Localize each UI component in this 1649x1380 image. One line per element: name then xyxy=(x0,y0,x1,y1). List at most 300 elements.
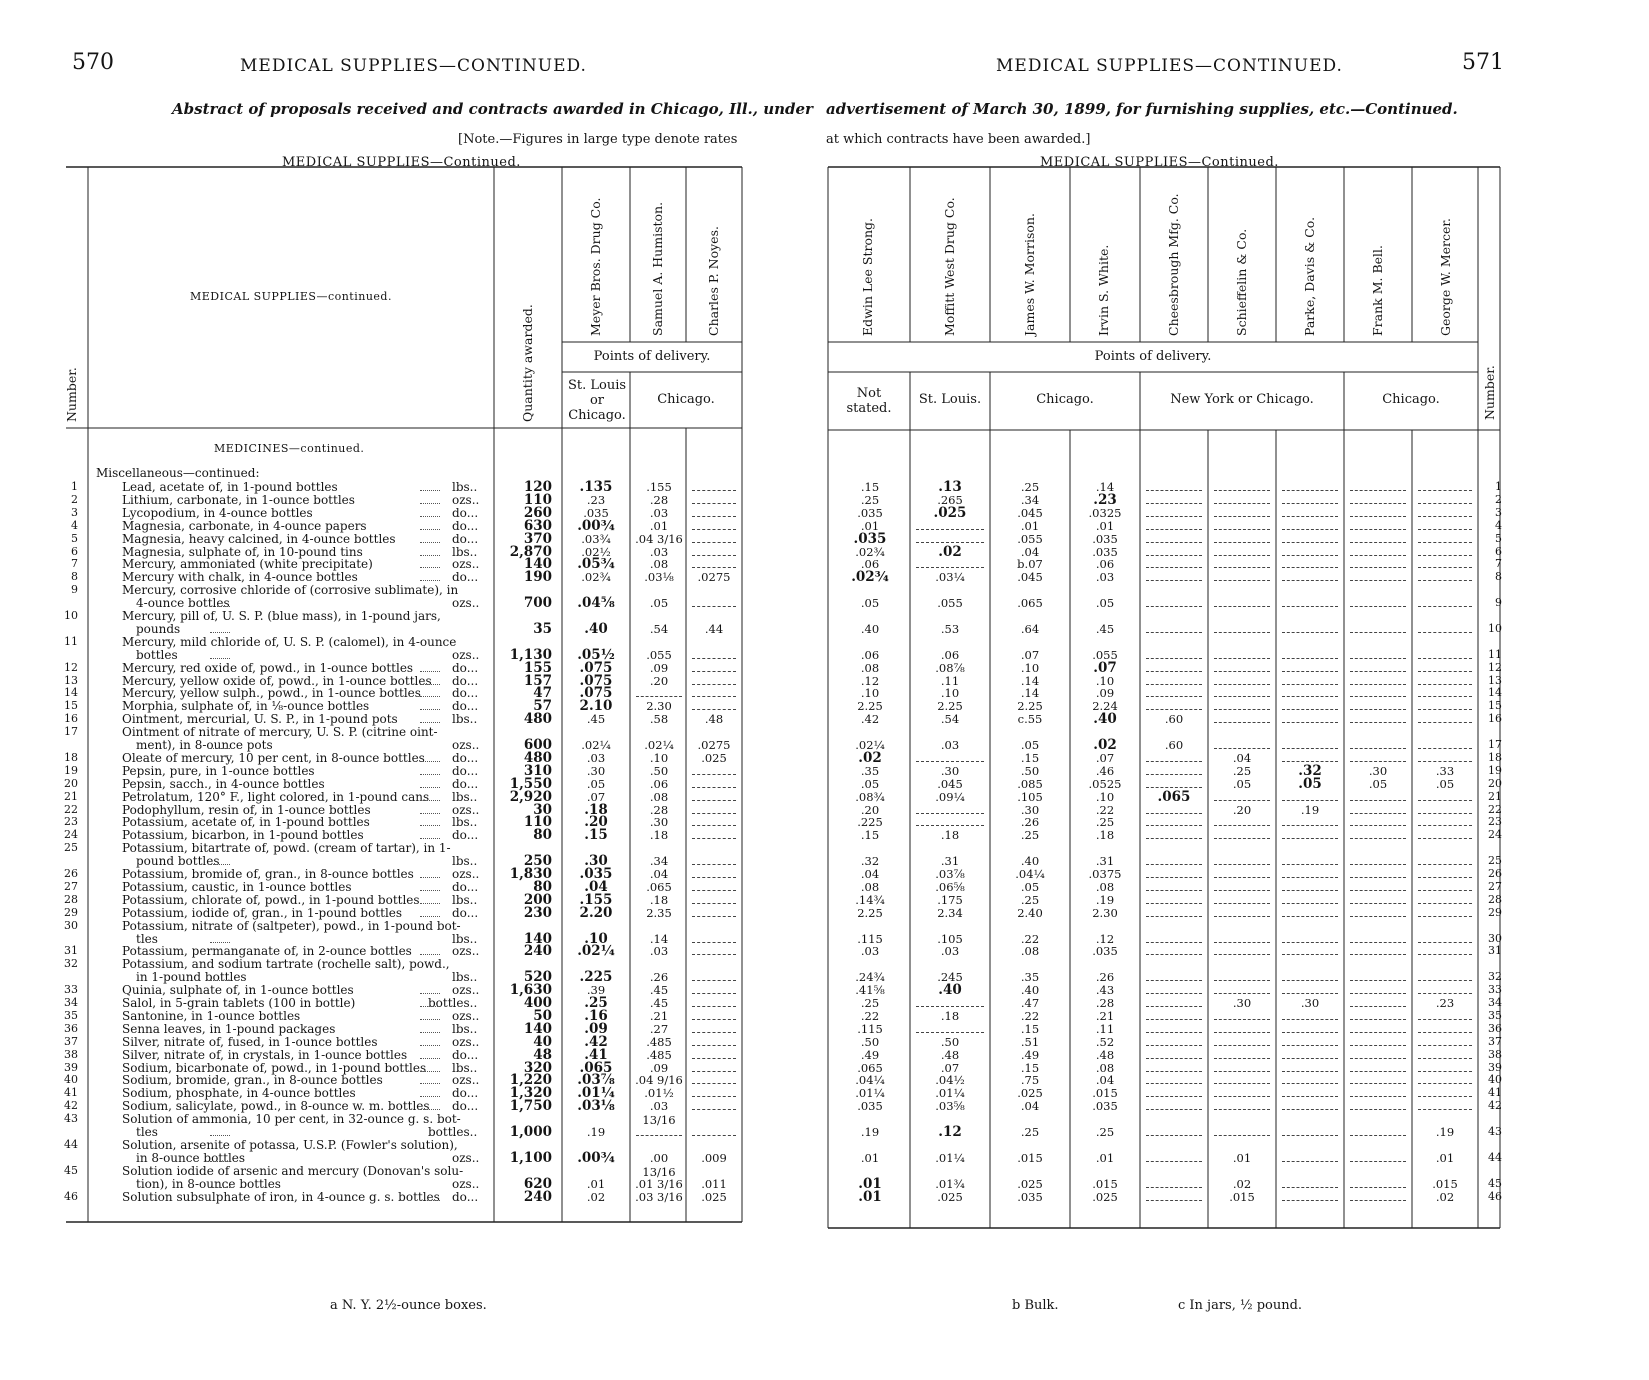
row-unit: lbs.. xyxy=(452,1060,478,1075)
cell-noyes-blank xyxy=(692,993,736,994)
cell-mercer: .02 xyxy=(1435,1189,1455,1204)
cell-strong: .15 xyxy=(860,828,880,843)
row-number: 42 xyxy=(64,1099,78,1113)
cell-humiston: .28 xyxy=(649,802,669,817)
cell-moffitt-blank xyxy=(916,761,984,762)
cell-parke-blank xyxy=(1282,1019,1338,1020)
row-number: 36 xyxy=(64,1021,78,1035)
cell-humiston: .08 xyxy=(649,557,669,572)
cell-cheesbrough-blank xyxy=(1146,1019,1202,1020)
cell-parke-blank xyxy=(1282,864,1338,865)
row-description-cont: tion), in 8-ounce bottles xyxy=(136,1176,281,1191)
cell-schieffelin-blank xyxy=(1214,542,1270,543)
cell-mercer-blank xyxy=(1418,1071,1472,1072)
row-number: 39 xyxy=(64,1060,78,1074)
cell-mercer-blank xyxy=(1418,980,1472,981)
cell-meyer: .02¼ xyxy=(577,943,615,960)
row-number: 34 xyxy=(64,996,78,1009)
row-number-right: 14 xyxy=(1488,686,1502,700)
row-unit: lbs.. xyxy=(452,480,478,494)
cell-moffitt: .11 xyxy=(940,673,960,688)
cell-strong: .065 xyxy=(857,1060,883,1075)
cell-meyer: .03⅞ xyxy=(577,1072,615,1089)
left-footnote: a N. Y. 2½-ounce boxes. xyxy=(330,1298,487,1313)
row-unit: do... xyxy=(452,1086,479,1101)
cell-mercer-blank xyxy=(1418,709,1472,710)
row-number-right: 32 xyxy=(1488,970,1502,984)
cell-bell-blank xyxy=(1350,838,1406,839)
row-number-right: 9 xyxy=(1495,596,1502,610)
cell-morrison: .49 xyxy=(1020,1047,1040,1062)
cell-noyes-blank xyxy=(692,916,736,917)
row-number: 14 xyxy=(64,686,78,700)
cell-noyes-blank xyxy=(692,1135,736,1136)
cell-white: .09 xyxy=(1095,686,1115,701)
cell-parke: .30 xyxy=(1300,996,1320,1010)
cell-parke-blank xyxy=(1282,942,1338,943)
cell-cheesbrough-blank xyxy=(1146,980,1202,981)
cell-bell-blank xyxy=(1350,942,1406,943)
cell-schieffelin-blank xyxy=(1214,980,1270,981)
cell-noyes-blank xyxy=(692,542,736,543)
cell-schieffelin-blank xyxy=(1214,942,1270,943)
cell-parke-blank xyxy=(1282,709,1338,710)
cell-noyes-blank xyxy=(692,954,736,955)
cell-mercer-blank xyxy=(1418,800,1472,801)
cell-meyer: 2.10 xyxy=(579,698,613,715)
cell-strong: .08¾ xyxy=(855,789,885,804)
row-description: Oleate of mercury, 10 per cent, in 8-ounce bottles xyxy=(122,750,425,765)
cell-humiston: .26 xyxy=(649,970,669,985)
cell-white: .25 xyxy=(1095,1125,1115,1139)
row-quantity: 35 xyxy=(533,620,552,637)
cell-parke-blank xyxy=(1282,567,1338,568)
row-description: Lead, acetate of, in 1-pound bottles xyxy=(122,480,338,494)
cell-strong: .08 xyxy=(860,660,880,675)
cell-morrison: .085 xyxy=(1017,776,1043,791)
cell-white: .18 xyxy=(1095,828,1115,843)
left-abstract-title: Abstract of proposals received and contracts awarded in Chicago, Ill., under xyxy=(172,100,813,118)
cell-noyes: .025 xyxy=(701,750,727,765)
row-description-cont: pound bottles xyxy=(136,854,220,869)
cell-white: .03 xyxy=(1095,570,1115,585)
cell-schieffelin: .015 xyxy=(1229,1189,1255,1204)
cell-schieffelin: .02 xyxy=(1232,1176,1252,1191)
cell-parke: .32 xyxy=(1298,762,1322,779)
row-number: 17 xyxy=(64,725,78,739)
cell-morrison: .34 xyxy=(1020,492,1040,507)
cell-strong: .15 xyxy=(860,480,880,494)
cell-strong: .20 xyxy=(860,802,880,817)
cell-bell-blank xyxy=(1350,490,1406,491)
cell-parke-blank xyxy=(1282,954,1338,955)
cell-parke-blank xyxy=(1282,722,1338,723)
row-description: Magnesia, heavy calcined, in 4-ounce bottles xyxy=(122,531,396,546)
row-number-right: 27 xyxy=(1488,879,1502,893)
right-running-head: MEDICAL SUPPLIES—CONTINUED. xyxy=(996,56,1343,76)
cell-humiston: .10 xyxy=(649,750,669,765)
row-leader xyxy=(420,1071,440,1072)
cell-moffitt: .31 xyxy=(940,854,960,869)
row-number: 45 xyxy=(64,1163,78,1177)
cell-strong: .24¾ xyxy=(855,970,885,985)
cell-mercer-blank xyxy=(1418,1109,1472,1110)
row-description-cont: 4-ounce bottles xyxy=(136,596,230,611)
row-quantity: 47 xyxy=(533,685,552,702)
cell-strong: .035 xyxy=(857,1099,883,1114)
cell-mercer-blank xyxy=(1418,942,1472,943)
cell-mercer-blank xyxy=(1418,916,1472,917)
cell-parke-blank xyxy=(1282,1032,1338,1033)
cell-mercer: .19 xyxy=(1435,1125,1455,1139)
cell-moffitt-blank xyxy=(916,542,984,543)
cell-schieffelin-blank xyxy=(1214,658,1270,659)
row-quantity: 1,630 xyxy=(509,982,552,999)
bidder-header-morrison: James W. Morrison. xyxy=(1022,213,1037,336)
cell-bell-blank xyxy=(1350,813,1406,814)
cell-cheesbrough-blank xyxy=(1146,1032,1202,1033)
row-leader xyxy=(420,1045,440,1046)
cell-schieffelin-blank xyxy=(1214,555,1270,556)
cell-strong: .32 xyxy=(860,854,880,869)
row-leader xyxy=(210,942,230,943)
row-description: Solution, arsenite of potassa, U.S.P. (Fowler's solution), xyxy=(122,1137,458,1152)
right-page-number: 571 xyxy=(1462,50,1504,75)
row-number: 7 xyxy=(71,557,78,571)
cell-morrison: .25 xyxy=(1020,828,1040,843)
row-quantity: 230 xyxy=(523,904,552,921)
cell-morrison: .105 xyxy=(1017,789,1043,804)
cell-cheesbrough-blank xyxy=(1146,606,1202,607)
cell-moffitt: .105 xyxy=(937,931,963,946)
cell-mercer-blank xyxy=(1418,813,1472,814)
cell-white: .025 xyxy=(1092,1189,1118,1204)
cell-strong: .05 xyxy=(860,596,880,611)
row-unit: ozs.. xyxy=(452,596,480,611)
row-leader xyxy=(420,1032,440,1033)
cell-parke-blank xyxy=(1282,800,1338,801)
cell-bell-blank xyxy=(1350,1019,1406,1020)
bidder-header-mercer: George W. Mercer. xyxy=(1438,217,1453,336)
cell-noyes-blank xyxy=(692,567,736,568)
cell-meyer: .02¼ xyxy=(581,738,611,752)
cell-white: .11 xyxy=(1095,1021,1115,1036)
cell-mercer-blank xyxy=(1418,490,1472,491)
cell-cheesbrough-blank xyxy=(1146,555,1202,556)
row-description-cont: ment), in 8-ounce pots xyxy=(136,738,273,752)
cell-humiston: .155 xyxy=(646,480,672,494)
cell-moffitt: .01¾ xyxy=(935,1176,965,1191)
cell-humiston: .20 xyxy=(649,673,669,688)
cell-cheesbrough-blank xyxy=(1146,709,1202,710)
cell-moffitt-blank xyxy=(916,1006,984,1007)
cell-parke-blank xyxy=(1282,684,1338,685)
cell-parke-blank xyxy=(1282,748,1338,749)
cell-humiston: .055 xyxy=(646,647,672,662)
cell-white: .26 xyxy=(1095,970,1115,985)
cell-strong: .49 xyxy=(860,1047,880,1062)
cell-meyer: .03⅛ xyxy=(577,1098,615,1115)
delivery-stl-chicago: St. Louis or Chicago. xyxy=(567,378,627,423)
row-number-right: 5 xyxy=(1495,531,1502,545)
cell-meyer: .01 xyxy=(586,1176,606,1191)
right-points-of-delivery-header: Points of delivery. xyxy=(1094,349,1212,364)
cell-cheesbrough-blank xyxy=(1146,761,1202,762)
cell-mercer-blank xyxy=(1418,555,1472,556)
cell-mercer-blank xyxy=(1418,516,1472,517)
row-unit: do... xyxy=(452,673,479,688)
cell-bell-blank xyxy=(1350,877,1406,878)
cell-morrison: .10 xyxy=(1020,660,1040,675)
cell-meyer: .45 xyxy=(586,712,606,727)
row-quantity: 480 xyxy=(523,749,552,766)
cell-white: .48 xyxy=(1095,1047,1115,1062)
cell-mercer-blank xyxy=(1418,529,1472,530)
cell-bell-blank xyxy=(1350,1045,1406,1046)
row-number: 23 xyxy=(64,815,78,829)
row-quantity: 1,550 xyxy=(509,775,552,792)
cell-strong: .02¾ xyxy=(851,569,889,586)
cell-strong: .02¾ xyxy=(855,544,885,559)
cell-bell-blank xyxy=(1350,954,1406,955)
cell-moffitt: .025 xyxy=(937,1189,963,1204)
row-quantity: 57 xyxy=(533,698,552,715)
row-leader xyxy=(420,1006,440,1007)
cell-cheesbrough-blank xyxy=(1146,1006,1202,1007)
cell-mercer-blank xyxy=(1418,658,1472,659)
cell-noyes-blank xyxy=(692,1096,736,1097)
cell-white: .14 xyxy=(1095,480,1115,494)
row-unit: ozs.. xyxy=(452,738,480,752)
cell-white: .015 xyxy=(1092,1086,1118,1101)
cell-noyes-blank xyxy=(692,1109,736,1110)
cell-humiston: 2.35 xyxy=(646,905,672,920)
cell-morrison: .14 xyxy=(1020,686,1040,701)
cell-meyer: .075 xyxy=(579,685,613,702)
cell-humiston: .28 xyxy=(649,492,669,507)
cell-parke-blank xyxy=(1282,542,1338,543)
cell-noyes: .0275 xyxy=(697,738,731,752)
row-number-right: 45 xyxy=(1488,1176,1502,1190)
row-number: 4 xyxy=(71,518,78,532)
row-number-right: 17 xyxy=(1488,738,1502,751)
cell-parke-blank xyxy=(1282,838,1338,839)
row-description: Sodium, salicylate, powd., in 8-ounce w. m. bottles xyxy=(122,1099,430,1114)
row-number-right: 23 xyxy=(1488,815,1502,829)
cell-parke-blank xyxy=(1282,632,1338,633)
cell-morrison: 2.40 xyxy=(1017,905,1043,920)
cell-parke-blank xyxy=(1282,1058,1338,1059)
cell-cheesbrough-blank xyxy=(1146,890,1202,891)
cell-strong: .05 xyxy=(860,776,880,791)
cell-parke-blank xyxy=(1282,1045,1338,1046)
bidder-header-cheesbrough: Cheesbrough Mfg. Co. xyxy=(1166,193,1181,336)
row-quantity: 1,830 xyxy=(509,866,552,882)
cell-bell-blank xyxy=(1350,696,1406,697)
cell-morrison: .75 xyxy=(1020,1073,1040,1088)
row-quantity: 600 xyxy=(523,737,552,753)
cell-morrison: b.07 xyxy=(1017,557,1043,572)
row-description: Silver, nitrate of, in crystals, in 1-ounce bottles xyxy=(122,1047,408,1062)
row-number: 32 xyxy=(64,957,78,971)
cell-bell-blank xyxy=(1350,567,1406,568)
cell-parke-blank xyxy=(1282,1135,1338,1136)
row-number: 13 xyxy=(64,673,78,687)
cell-strong: .04¼ xyxy=(855,1073,885,1088)
cell-bell-blank xyxy=(1350,1071,1406,1072)
cell-bell-blank xyxy=(1350,1058,1406,1059)
row-unit: ozs.. xyxy=(452,1176,480,1191)
row-number: 19 xyxy=(64,763,78,777)
row-leader xyxy=(420,761,440,762)
cell-morrison: .035 xyxy=(1017,1189,1043,1204)
row-leader xyxy=(420,903,440,904)
cell-morrison: .055 xyxy=(1017,531,1043,546)
cell-cheesbrough-blank xyxy=(1146,825,1202,826)
cell-bell-blank xyxy=(1350,709,1406,710)
cell-white: .31 xyxy=(1095,854,1115,869)
cell-humiston: .14 xyxy=(649,931,669,946)
row-leader xyxy=(420,1083,440,1084)
cell-noyes-blank xyxy=(692,877,736,878)
row-number: 16 xyxy=(64,712,78,726)
row-unit: do... xyxy=(452,776,479,791)
row-leader xyxy=(420,1058,440,1059)
cell-cheesbrough-blank xyxy=(1146,529,1202,530)
cell-parke-blank xyxy=(1282,916,1338,917)
row-leader xyxy=(210,1135,230,1136)
row-leader xyxy=(420,1109,440,1110)
cell-cheesbrough: .60 xyxy=(1164,712,1184,727)
cell-bell-blank xyxy=(1350,671,1406,672)
cell-strong: .02 xyxy=(858,749,882,766)
row-number-right: 35 xyxy=(1488,1008,1502,1022)
cell-moffitt: .09¼ xyxy=(935,789,965,804)
row-quantity: 80 xyxy=(533,878,552,895)
cell-bell-blank xyxy=(1350,864,1406,865)
row-quantity: 157 xyxy=(523,672,552,689)
cell-humiston: .02¼ xyxy=(644,738,674,752)
row-quantity: 370 xyxy=(523,530,552,547)
cell-strong: .01 xyxy=(858,1175,882,1192)
cell-schieffelin-blank xyxy=(1214,567,1270,568)
row-description: Potassium, and sodium tartrate (rochelle salt), powd., xyxy=(122,957,450,972)
cell-cheesbrough-blank xyxy=(1146,516,1202,517)
cell-noyes-blank xyxy=(692,555,736,556)
row-leader xyxy=(420,1200,440,1201)
row-quantity: 50 xyxy=(533,1007,552,1024)
row-leader xyxy=(420,954,440,955)
cell-schieffelin-blank xyxy=(1214,671,1270,672)
row-unit: lbs.. xyxy=(452,892,478,907)
cell-humiston: .54 xyxy=(649,621,669,636)
row-unit: do... xyxy=(452,518,479,533)
cell-parke-blank xyxy=(1282,903,1338,904)
row-description: Potassium, nitrate of (saltpeter), powd., in 1-pound bot- xyxy=(122,918,461,933)
cell-schieffelin-blank xyxy=(1214,503,1270,504)
cell-mercer-blank xyxy=(1418,748,1472,749)
row-description: Mercury with chalk, in 4-ounce bottles xyxy=(122,570,358,585)
row-description: Mercury, yellow sulph., powd., in 1-ounce bottles xyxy=(122,686,421,701)
row-description: Lithium, carbonate, in 1-ounce bottles xyxy=(122,492,355,507)
cell-meyer: .15 xyxy=(584,827,608,844)
row-number-right: 7 xyxy=(1495,557,1502,571)
cell-meyer: .25 xyxy=(584,995,608,1011)
cell-cheesbrough-blank xyxy=(1146,877,1202,878)
cell-morrison: .40 xyxy=(1020,983,1040,998)
cell-morrison: c.55 xyxy=(1017,712,1043,727)
row-number-right: 12 xyxy=(1488,660,1502,674)
cell-white: .04 xyxy=(1095,1073,1115,1088)
cell-humiston: .09 xyxy=(649,660,669,675)
row-number: 11 xyxy=(64,634,78,648)
cell-moffitt-blank xyxy=(916,813,984,814)
cell-moffitt: .04½ xyxy=(935,1073,965,1088)
cell-noyes-blank xyxy=(692,490,736,491)
row-unit: lbs.. xyxy=(452,815,478,830)
cell-cheesbrough-blank xyxy=(1146,1161,1202,1162)
cell-schieffelin-blank xyxy=(1214,606,1270,607)
cell-cheesbrough: .065 xyxy=(1157,788,1191,805)
row-number-right: 44 xyxy=(1488,1150,1502,1164)
row-number: 21 xyxy=(64,789,78,803)
row-leader xyxy=(420,877,440,878)
cell-meyer: .03¾ xyxy=(581,531,611,546)
cell-parke-blank xyxy=(1282,825,1338,826)
row-unit: do... xyxy=(452,828,479,843)
cell-meyer: .225 xyxy=(579,969,613,986)
cell-moffitt: .175 xyxy=(937,892,963,907)
cell-mercer-blank xyxy=(1418,864,1472,865)
row-unit: ozs.. xyxy=(452,1150,480,1165)
cell-noyes-blank xyxy=(692,1032,736,1033)
cell-humiston: .30 xyxy=(649,815,669,830)
cell-strong: .06 xyxy=(860,557,880,572)
cell-moffitt: .01¼ xyxy=(935,1086,965,1101)
row-number: 25 xyxy=(64,841,78,855)
cell-bell-blank xyxy=(1350,1032,1406,1033)
cell-bell-blank xyxy=(1350,555,1406,556)
cell-schieffelin-blank xyxy=(1214,916,1270,917)
row-leader xyxy=(420,813,440,814)
cell-parke-blank xyxy=(1282,1200,1338,1201)
cell-mercer-blank xyxy=(1418,1019,1472,1020)
right-number-column-header: Number. xyxy=(1482,365,1497,420)
cell-moffitt: .045 xyxy=(937,776,963,791)
cell-noyes-blank xyxy=(692,890,736,891)
row-quantity: 48 xyxy=(533,1046,552,1063)
cell-morrison: .30 xyxy=(1020,802,1040,817)
row-description: Salol, in 5-grain tablets (100 in bottle) xyxy=(122,996,356,1010)
cell-schieffelin: .30 xyxy=(1232,996,1252,1010)
bidder-header-white: Irvin S. White. xyxy=(1096,244,1111,336)
row-quantity: 190 xyxy=(523,569,552,586)
cell-strong: .40 xyxy=(860,621,880,636)
row-number-right: 20 xyxy=(1488,776,1502,790)
cell-moffitt: .03⅞ xyxy=(935,867,965,881)
cell-noyes: .48 xyxy=(704,712,724,727)
row-number: 37 xyxy=(64,1034,78,1048)
cell-schieffelin-blank xyxy=(1214,529,1270,530)
cell-bell-blank xyxy=(1350,1187,1406,1188)
cell-morrison: .08 xyxy=(1020,944,1040,959)
row-unit: ozs.. xyxy=(452,1073,480,1088)
cell-humiston-blank xyxy=(636,696,682,697)
cell-cheesbrough-blank xyxy=(1146,490,1202,491)
cell-noyes-blank xyxy=(692,709,736,710)
cell-bell-blank xyxy=(1350,684,1406,685)
cell-meyer: .035 xyxy=(583,505,609,520)
